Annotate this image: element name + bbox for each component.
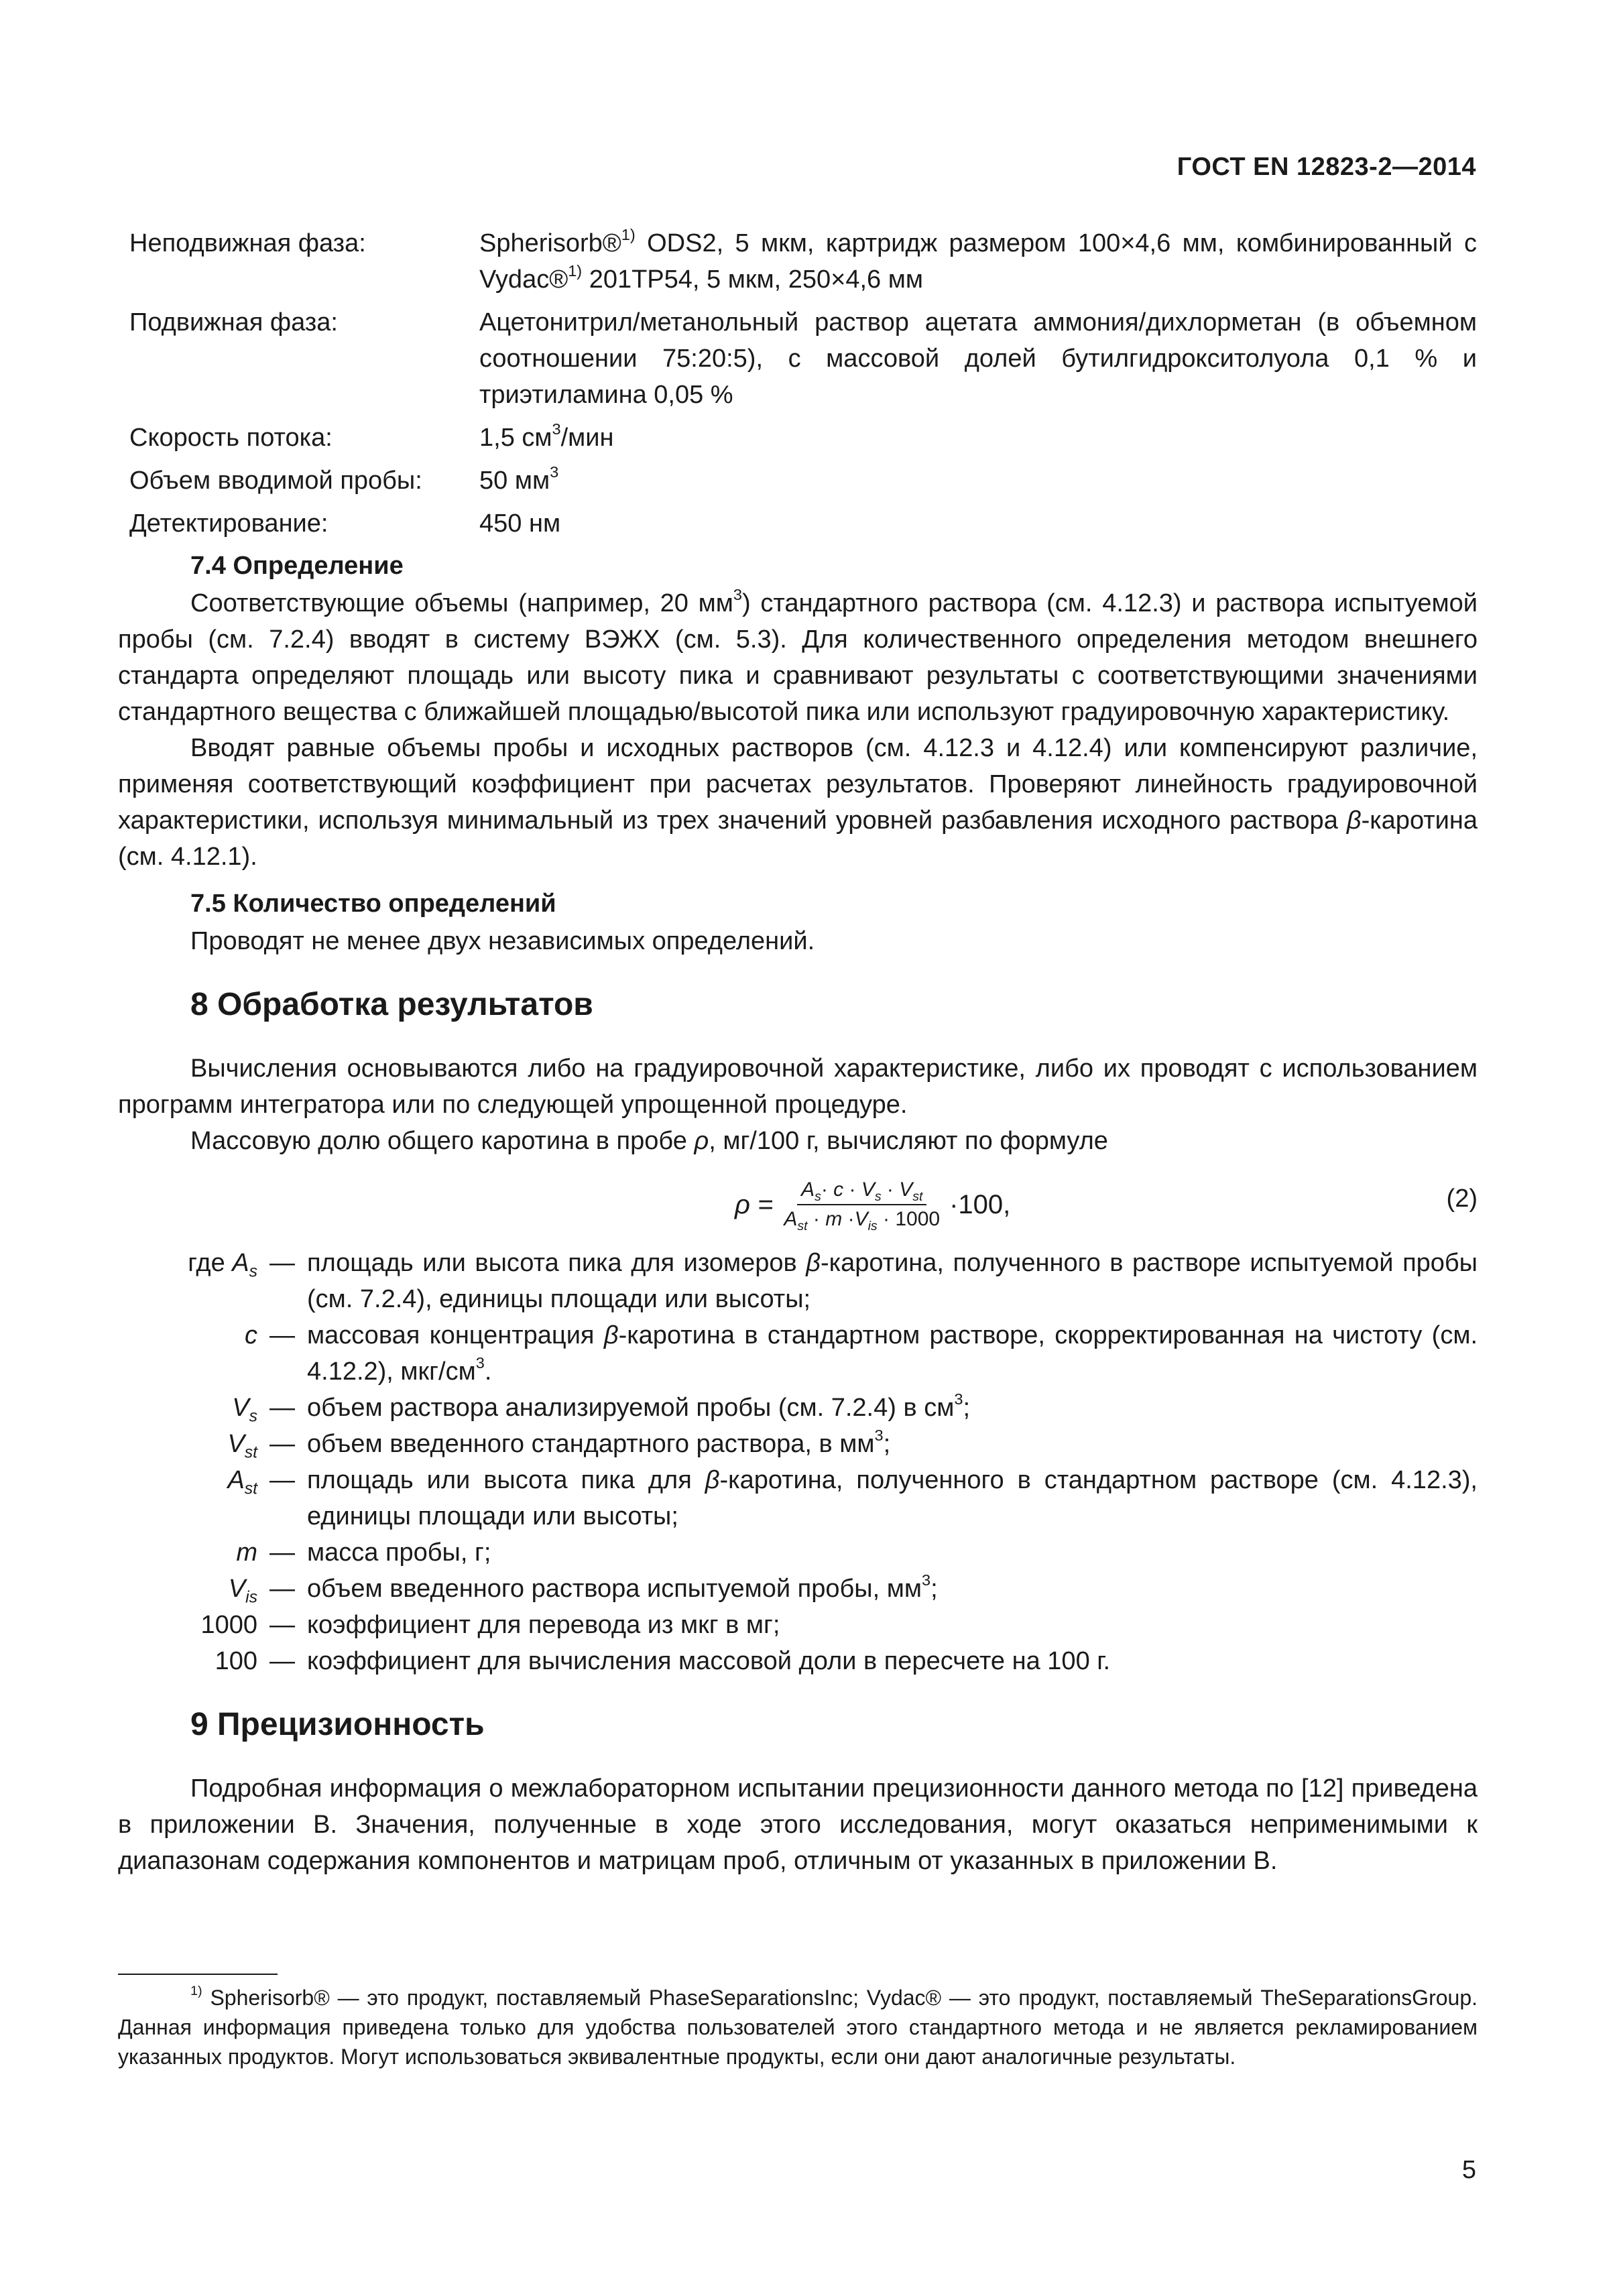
formula-expression [735, 1164, 1010, 1245]
formula-denominator: $A_{st} \cdot m \cdot V_{is} \cdot 1000$ [784, 1208, 941, 1233]
formula-numerator: $A_s\cdot c \cdot V_s \cdot V_{st}$ [797, 1179, 926, 1205]
param-label: Подвижная фаза: [129, 308, 338, 337]
param-row-mobile-phase [129, 304, 1477, 413]
definition-item: $V_{is}$ — объем введенного раствора испытуемой пробы, $мм^3$; [228, 1571, 938, 1607]
formula-lhs: ρ = [735, 1189, 774, 1219]
formula-fraction [780, 1179, 944, 1231]
footnote-marker: 1) [190, 1984, 202, 1999]
definition-item: m — масса пробы, г; [236, 1538, 491, 1567]
equation-number: (2) [1446, 1185, 1478, 1213]
variable-definitions [118, 1245, 1478, 1679]
definition-item: 1000 — коэффициент для перевода из мкг в мг; [200, 1611, 780, 1639]
definition-item: c — массовая концентрация β-каротина в стандартном растворе, скорректированная на чистоту (см. 4.12.2), мкг/$см^3$. [245, 1321, 1478, 1386]
param-value: 1,5 $см^3$/мин [479, 420, 614, 452]
footnote-divider [118, 1974, 278, 1975]
param-label: Объем вводимой пробы: [129, 467, 422, 495]
section-7-4-title: 7.4 Определение [190, 552, 404, 580]
section-8-title: 8 Обработка результатов [190, 987, 593, 1022]
param-label: Детектирование: [129, 509, 328, 538]
definition-item: $V_{st}$ — объем введенного стандартного раствора, в $мм^3$; [227, 1426, 891, 1462]
param-value: Spherisorb®$^{1)}$ ODS2, 5 мкм, картридж размером 100×4,6 мм, комбинированный с Vydac®$^{1)}$ 201TP54, 5 мкм, 250×4,6 мм [479, 225, 1477, 294]
formula-rhs: ·100, [949, 1189, 1011, 1219]
param-row-injection-volume [129, 463, 1477, 499]
param-row-detection [129, 505, 1477, 542]
param-value: 450 нм [479, 509, 561, 538]
chromatography-params [129, 225, 1477, 548]
param-row-stationary-phase [129, 225, 1477, 298]
section-8-paragraph-2: Массовую долю общего каротина в пробе ρ, мг/100 г, вычисляют по формуле [190, 1127, 1108, 1155]
section-7-5-title: 7.5 Количество определений [190, 890, 556, 918]
param-label: Скорость потока: [129, 424, 333, 452]
standard-code-header: ГОСТ EN 12823-2—2014 [1177, 153, 1476, 181]
param-row-flow-rate [129, 420, 1477, 456]
page-number: 5 [1461, 2156, 1476, 2184]
param-value: Ацетонитрил/метанольный раствор ацетата аммония/дихлорметан (в объемном соотношении 75:20:5), с массовой долей бутилгидрокситолуола 0,1 % и триэтиламина 0,05 % [479, 308, 1477, 409]
param-label: Неподвижная фаза: [129, 229, 366, 257]
footnote [118, 1983, 1478, 2071]
definition-item: $V_s$ — объем раствора анализируемой пробы (см. 7.2.4) в $см^3$; [232, 1390, 970, 1426]
section-7-5-text: Проводят не менее двух независимых определений. [190, 927, 815, 955]
section-9-title: 9 Прецизионность [190, 1707, 485, 1742]
definition-item: 100 — коэффициент для вычисления массовой доли в пересчете на 100 г. [215, 1647, 1111, 1675]
section-8-paragraph-1: Вычисления основываются либо на градуировочной характеристике, либо их проводят с использованием программ интегратора или по следующей упрощенной процедуре. [118, 1054, 1478, 1119]
footnote-text: Spherisorb® — это продукт, поставляемый PhaseSeparationsInc; Vydac® — это продукт, поставляемый TheSeparationsGroup. Данная информация приведена только для удобства пользователей этого стандартного метода и не является рекламированием указанных продуктов. Могут использоваться эквивалентные продукты, если они дают аналогичные результаты. [118, 1986, 1478, 2069]
param-value: 50 $мм^3$ [479, 463, 559, 495]
definition-item: где $A_s$ — площадь или высота пика для изомеров β-каротина, полученного в растворе испытуемой пробы (см. 7.2.4), единицы площади или высоты; [188, 1249, 1478, 1313]
main-content [118, 546, 1478, 1879]
section-9-paragraph: Подробная информация о межлабораторном испытании прецизионности данного метода по [12] приведена в приложении В. Значения, полученные в ходе этого исследования, могут оказаться неприменимыми к диапазонам содержания компонентов и матрицам проб, отличным от указанных в приложении В. [118, 1774, 1478, 1875]
formula-2 [118, 1164, 1478, 1245]
section-7-4-paragraph-2: Вводят равные объемы пробы и исходных растворов (см. 4.12.3 и 4.12.4) или компенсируют различие, применяя соответствующий коэффициент при расчетах результатов. Проверяют линейность градуировочной характеристики, используя минимальный из трех значений уровней разбавления исходного раствора β-каротина (см. 4.12.1). [118, 734, 1478, 871]
definition-item: $A_{st}$ — площадь или высота пика для β-каротина, полученного в стандартном растворе (см. 4.12.3), единицы площади или высоты; [227, 1466, 1478, 1530]
section-7-4-paragraph-1: Соответствующие объемы (например, 20 $мм^3$) стандартного раствора (см. 4.12.3) и раствора испытуемой пробы (см. 7.2.4) вводят в систему ВЭЖХ (см. 5.3). Для количественного определения методом внешнего стандарта определяют площадь или высоту пика и сравнивают результаты с соответствующими значениями стандартного вещества с ближайшей площадью/высотой пика или используют градуировочную характеристику. [118, 585, 1478, 726]
